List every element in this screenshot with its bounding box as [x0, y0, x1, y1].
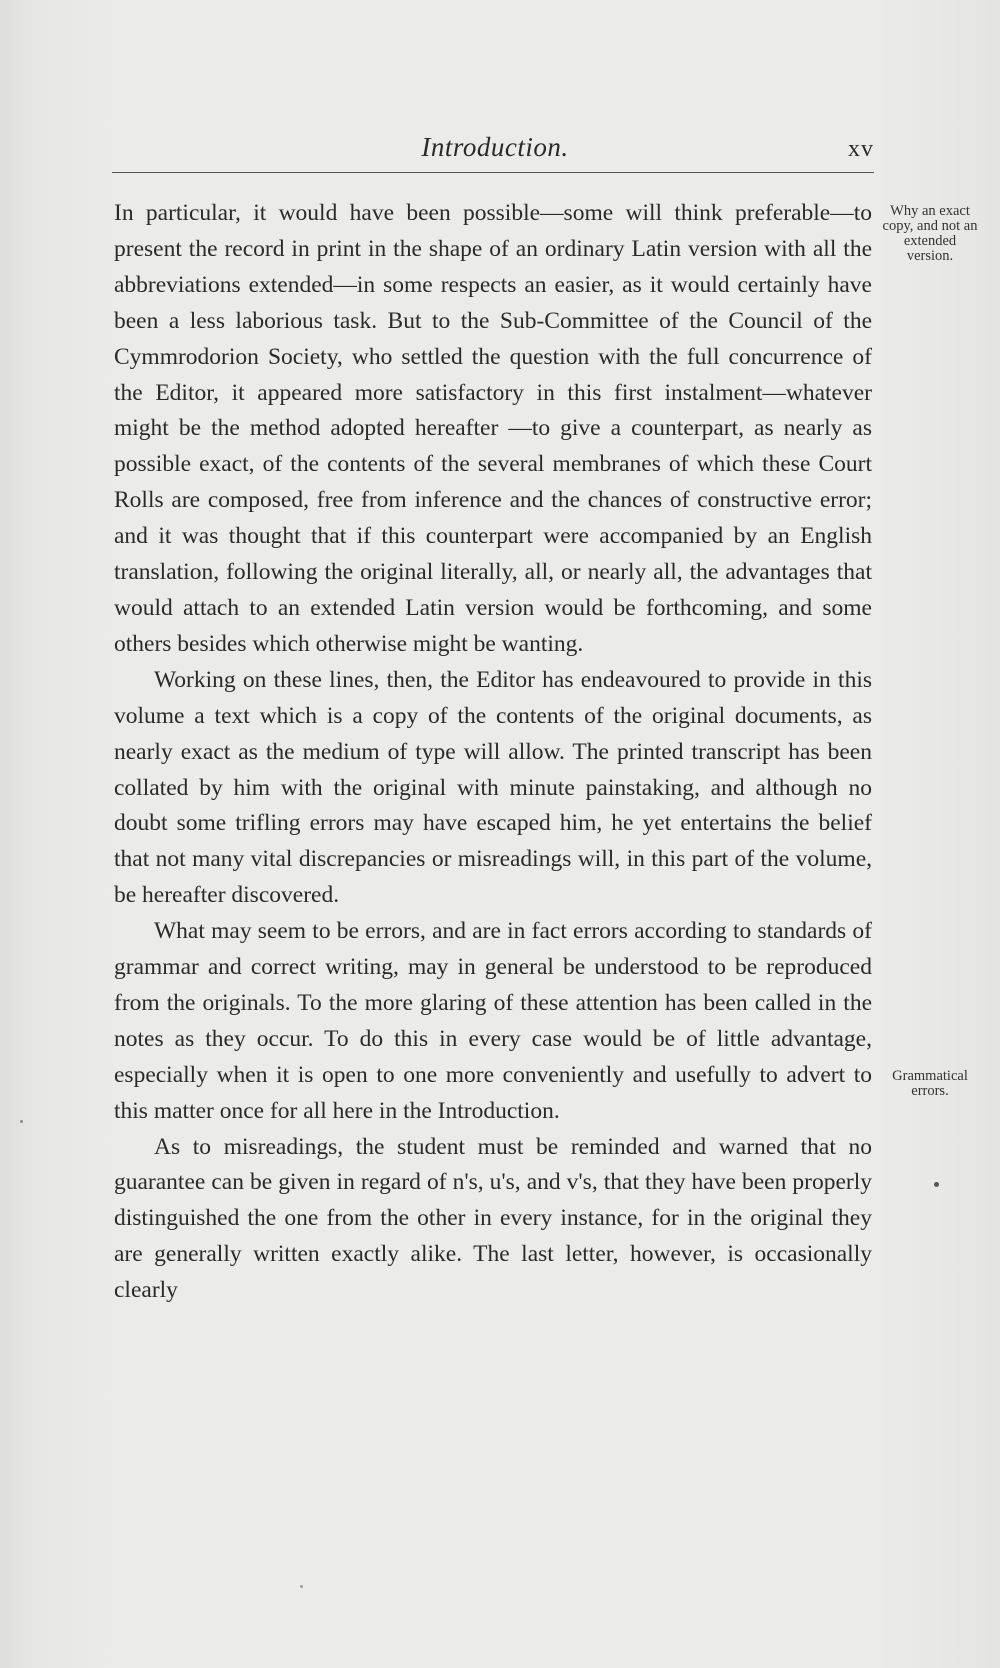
body-text [114, 196, 872, 1309]
paragraph-1: In particular, it would have been possible—some will think preferable—to present the record in print in the shape of an ordinary Latin version with all the abbreviations extended—in some respects an easier, as it would certainly have been a less laborious task. But to the Sub-Committee of the Council of the Cymmrodorion Society, who settled the question with the full concurrence of the Editor, it appeared more satisfactory in this first instalment—whatever might be the method adopted hereafter —to give a counterpart, as nearly as possible exact, of the contents of the several membranes of which these Court Rolls are composed, free from inference and the chances of constructive error; and it was thought that if this counterpart were accompanied by an English translation, following the original literally, all, or nearly all, the advantages that would attach to an extended Latin version would be forthcoming, and some others besides which otherwise might be wanting. [114, 200, 872, 657]
running-title: Introduction. [421, 132, 569, 162]
ink-speck [20, 1120, 23, 1123]
ink-speck [300, 1585, 303, 1588]
page-number: xv [848, 136, 874, 162]
paragraph-4: As to misreadings, the student must be reminded and warned that no guarantee can be given in regard of n's, u's, and v's, that they have been properly distinguished the one from the other in every instance, for in the original they are generally written exactly alike. The last letter, however, is occasionally clearly [114, 1133, 872, 1304]
marginal-note-exact-copy: Why an exact copy, and not an extended version. [882, 203, 978, 264]
paragraph-3: What may seem to be errors, and are in fact errors according to standards of grammar and correct writing, may in general be understood to be reproduced from the originals. To the more glaring of these attention has been called in the notes as they occur. To do this in every case would be of little advantage, especially when it is open to one more conveniently and usefully to advert to this matter once for all here in the Introduction. [114, 918, 872, 1124]
marginal-note-grammatical-errors: Grammatical errors. [892, 1068, 968, 1099]
paragraph-2: Working on these lines, then, the Editor has endeavoured to provide in this volume a text which is a copy of the contents of the original documents, as nearly exact as the medium of type will allow. The printed transcript has been collated by him with the original with minute painstaking, and although no doubt some trifling errors may have escaped him, he yet entertains the belief that not many vital discrepancies or misreadings will, in this part of the volume, be hereafter discovered. [114, 666, 872, 909]
header-rule [112, 172, 874, 173]
running-head [116, 132, 874, 172]
ink-speck [934, 1182, 939, 1187]
